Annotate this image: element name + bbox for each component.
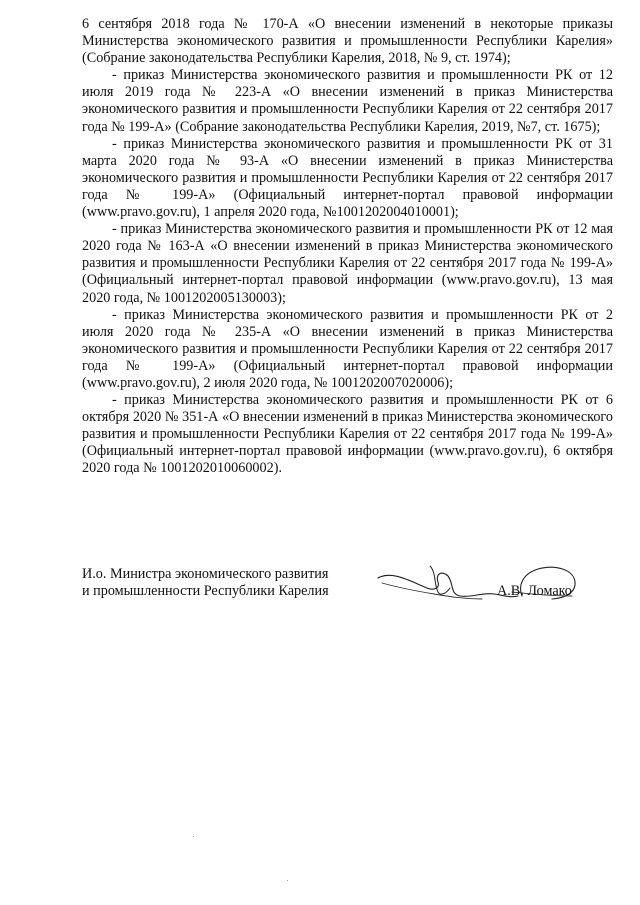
signatory-title xyxy=(82,566,382,600)
signatory-title-line-1: И.о. Министра экономического развития xyxy=(82,566,329,582)
paragraph-5: - приказ Министерства экономического развития и промышленности РК от 2 июля 2020 года № 235-А «О внесении изменений в приказ Министерства экономического развития и промышленности Республики Карелия от 22 сентября 2017 года № 199-А» (Официальный интернет-портал правовой информации (www.pravo.gov.ru), 2 июля 2020 года, № 1001202007020006); xyxy=(82,306,613,391)
signatory-name: А.В. Ломако xyxy=(497,583,572,599)
scan-speck xyxy=(193,836,194,837)
paragraph-2: - приказ Министерства экономического развития и промышленности РК от 12 июля 2019 года № 223-А «О внесении изменений в приказ Министерства экономического развития и промышленности Республики Карелия от 22 сентября 2017 года № 199-А» (Собрание законодательства Республики Карелия, 2019, №7, ст. 1675); xyxy=(82,67,613,135)
paragraph-3: - приказ Министерства экономического развития и промышленности РК от 31 марта 2020 года № 93-А «О внесении изменений в приказ Министерства экономического развития и промышленности Республики Карелия от 22 сентября 2017 года № 199-А» (Официальный интернет-портал правовой информации (www.pravo.gov.ru), 1 апреля 2020 года, №1001202004010001); xyxy=(82,135,613,221)
signatory-title-line-2: и промышленности Республики Карелия xyxy=(82,583,329,600)
paragraph-6: - приказ Министерства экономического развития и промышленности РК от 6 октября 2020 № 351-А «О внесении изменений в приказ Министерства экономического развития и промышленности Республики Карелия от 22 сентября 2017 года № 199-А» (Официальный интернет-портал правовой информации (www.pravo.gov.ru), 6 октября 2020 года № 1001202010060002). xyxy=(82,392,613,477)
scan-speck xyxy=(287,880,288,881)
paragraph-4: - приказ Министерства экономического развития и промышленности РК от 12 мая 2020 года № 163-А «О внесении изменений в приказ Министерства экономического развития и промышленности Республики Карелия от 22 сентября 2017 года № 199-А» (Официальный интернет-портал правовой информации (www.pravo.gov.ru), 13 мая 2020 года, № 1001202005130003); xyxy=(82,221,613,306)
paragraph-1: 6 сентября 2018 года № 170-А «О внесении изменений в некоторые приказы Министерства экономического развития и промышленности Республики Карелия» (Собрание законодательства Республики Карелия, 2018, № 9, ст. 1974); xyxy=(82,16,613,67)
signature-block xyxy=(82,566,613,616)
document-body xyxy=(82,16,613,478)
